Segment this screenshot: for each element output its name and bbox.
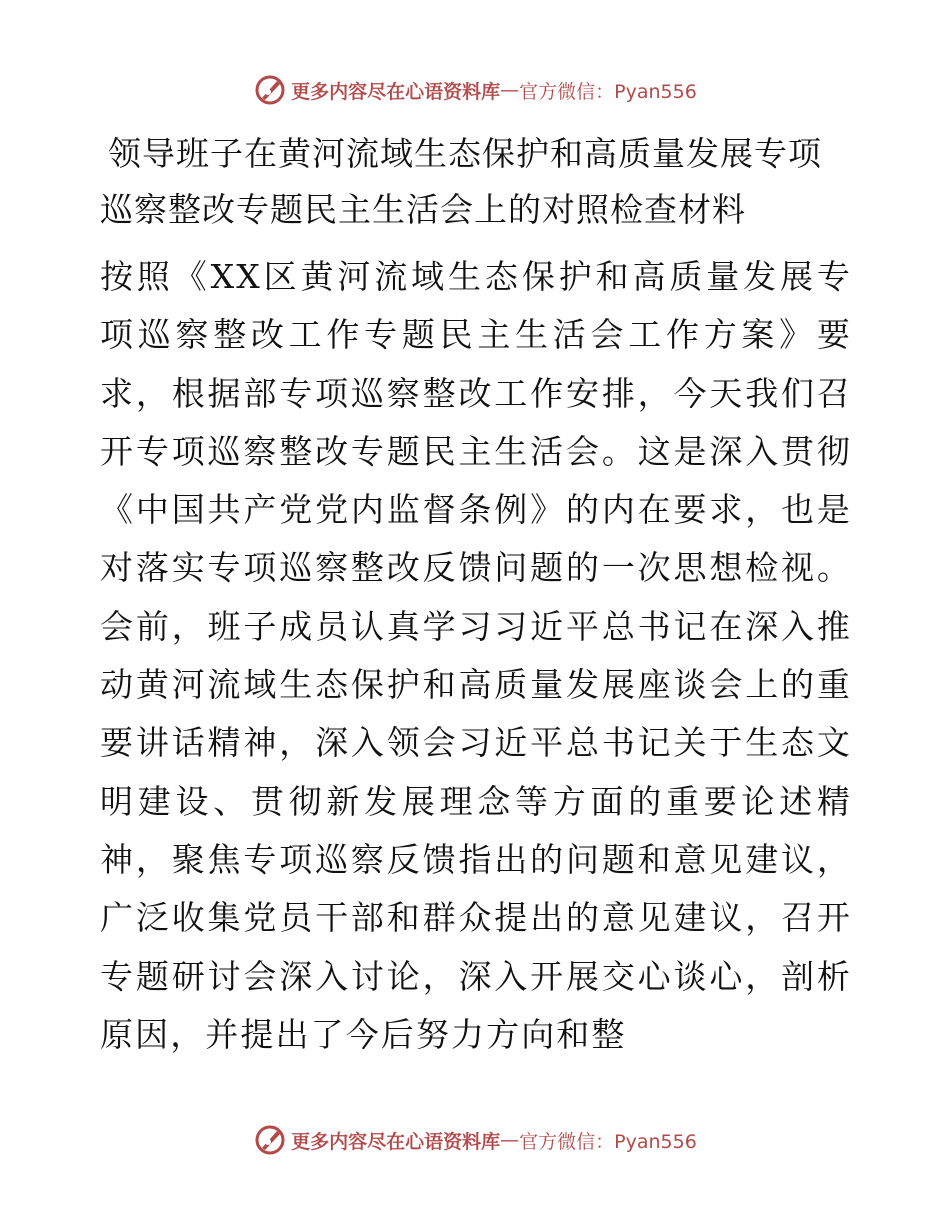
header-watermark xyxy=(0,70,950,110)
document-title xyxy=(100,126,860,238)
title-line-1: 领导班子在黄河流域生态保护和高质量发展专项 xyxy=(108,134,822,173)
watermark-wechat: 官方微信：Pyan556 xyxy=(519,1130,697,1153)
title-line-2: 巡察整改专题民主生活会上的对照检查材料 xyxy=(100,190,746,229)
footer-watermark xyxy=(0,1120,950,1160)
body-paragraph: 按照《XX区黄河流域生态保护和高质量发展专项巡察整改工作专题民主生活会工作方案》要求，根据部专项巡察整改工作安排，今天我们召开专项巡察整改专题民主生活会。这是深入贯彻《中国共产党党内监督条例》的内在要求，也是对落实专项巡察整改反馈问题的一次思想检视。会前，班子成员认真学习习近平总书记在深入推动黄河流域生态保护和高质量发展座谈会上的重要讲话精神，深入领会习近平总书记关于生态文明建设、贯彻新发展理念等方面的重要论述精神，聚焦专项巡察反馈指出的问题和意见建议，广泛收集党员干部和群众提出的意见建议，召开专题研讨会深入讨论，深入开展交心谈心，剖析原因，并提出了今后努力方向和整 xyxy=(100,257,852,1054)
watermark-dash: — xyxy=(500,1129,520,1151)
watermark-dash: — xyxy=(500,79,520,101)
quill-logo-icon xyxy=(253,1123,287,1157)
watermark-text: 更多内容尽在心语资料库 xyxy=(291,80,501,103)
watermark-wechat: 官方微信：Pyan556 xyxy=(519,80,697,103)
quill-logo-icon xyxy=(253,73,287,107)
watermark-text: 更多内容尽在心语资料库 xyxy=(291,1130,501,1153)
